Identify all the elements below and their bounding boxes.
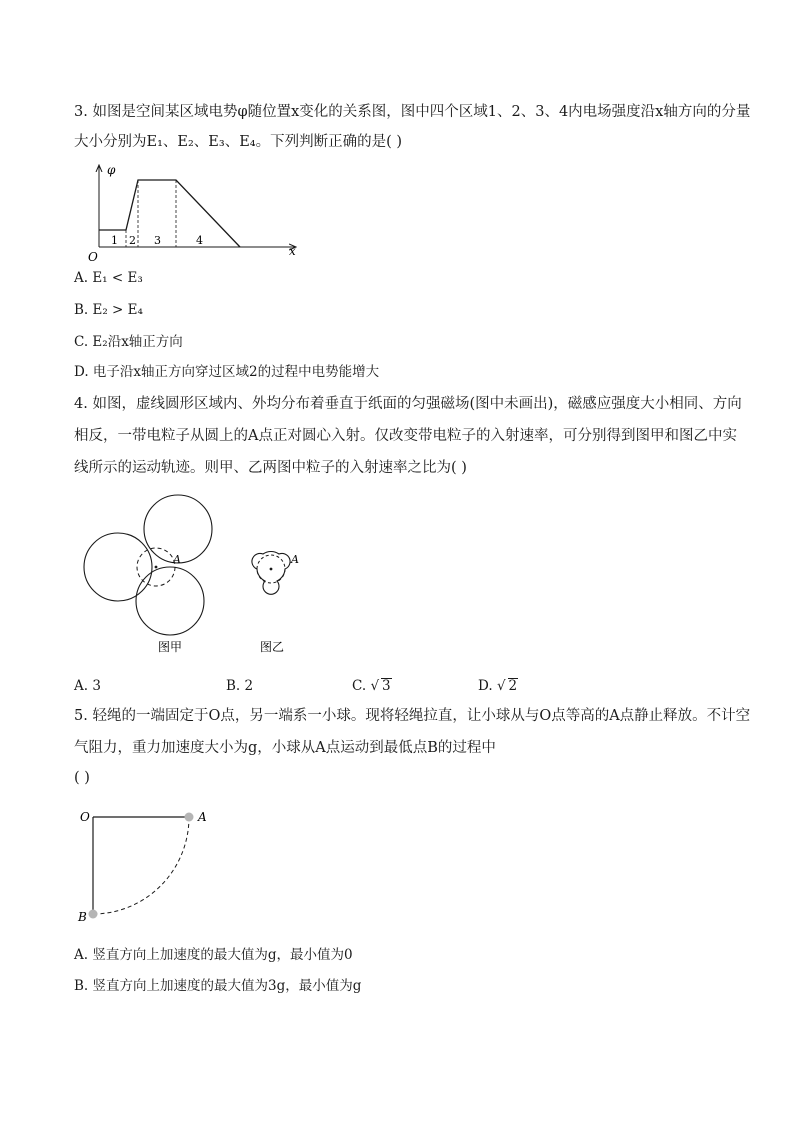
- q4-option-c-prefix: C.: [352, 678, 367, 694]
- q3-option-a: A. E₁ < E₃: [74, 270, 143, 286]
- q4-option-c-radicand: 3: [382, 678, 391, 694]
- q4-option-d-radicand: 2: [508, 678, 518, 694]
- q4-option-a: A. 3: [74, 678, 101, 694]
- q4-stem-line-2: 相反，一带电粒子从圆上的A点正对圆心入射。仅改变带电粒子的入射速率，可分别得到图甲和图乙中实: [74, 428, 737, 444]
- q5-stem-line-3: ( ): [74, 770, 90, 786]
- q4-jia-trajectory-bottom: [136, 567, 204, 635]
- q4-jia-label-a: A: [173, 553, 181, 566]
- q3-x-label: x: [289, 244, 296, 258]
- q3-potential-graph: [80, 160, 310, 264]
- q4-option-c: [352, 676, 392, 696]
- q5-label-b: B: [78, 910, 87, 924]
- q5-label-o: O: [80, 810, 90, 824]
- q5-option-b: B. 竖直方向上加速度的最大值为3g，最小值为g: [74, 978, 362, 994]
- q4-jia-center-dot: [155, 566, 158, 569]
- q5-stem-line-2: 气阻力，重力加速度大小为g，小球从A点运动到最低点B的过程中: [74, 740, 496, 756]
- q4-yi-center-dot: [270, 568, 273, 571]
- q3-option-c: C. E₂沿x轴正方向: [74, 334, 183, 350]
- q3-region-2-label: 2: [129, 234, 136, 247]
- q3-option-d: D. 电子沿x轴正方向穿过区域2的过程中电势能增大: [74, 364, 380, 380]
- q4-option-b: B. 2: [226, 678, 254, 694]
- q4-caption-jia: 图甲: [158, 640, 183, 654]
- q4-trajectory-figures: [76, 488, 316, 663]
- q3-stem-line-1: 3. 如图是空间某区域电势φ随位置x变化的关系图，图中四个区域1、2、3、4内电场强度沿x轴方向的分量: [74, 104, 751, 120]
- q4-option-d-prefix: D.: [478, 678, 493, 694]
- q3-region-3-label: 3: [154, 234, 161, 247]
- q3-stem-line-2: 大小分别为E₁、E₂、E₃、E₄。下列判断正确的是( ): [74, 134, 403, 150]
- q4-stem-line-3: 线所示的运动轨迹。则甲、乙两图中粒子的入射速率之比为( ): [74, 460, 467, 476]
- q5-label-a: A: [198, 810, 207, 824]
- q3-region-1-label: 1: [111, 234, 118, 247]
- q3-region-4-label: 4: [196, 234, 203, 247]
- q3-origin-label: O: [88, 250, 98, 264]
- q5-ball-at-b: [89, 910, 98, 919]
- sqrt-icon: √: [370, 678, 380, 694]
- q4-yi-trajectory: [252, 551, 290, 594]
- q5-ball-path: [93, 817, 189, 914]
- q5-stem-line-1: 5. 轻绳的一端固定于O点，另一端系一小球。现将轻绳拉直，让小球从与O点等高的A点静止释放。不计空: [74, 708, 751, 724]
- q4-option-d: [478, 676, 518, 696]
- sqrt-icon: √: [496, 678, 506, 694]
- q4-caption-yi: 图乙: [260, 640, 285, 654]
- q4-jia-trajectory-left: [84, 533, 152, 601]
- q5-option-a: A. 竖直方向上加速度的最大值为g，最小值为0: [74, 947, 353, 963]
- q3-y-label: φ: [107, 163, 116, 177]
- q3-option-b: B. E₂ > E₄: [74, 302, 143, 318]
- q4-stem-line-1: 4. 如图，虚线圆形区域内、外均分布着垂直于纸面的匀强磁场(图中未画出)，磁感应强度大小相同、方向: [74, 396, 742, 412]
- q5-pendulum-figure: [74, 805, 224, 930]
- q5-ball-at-a: [185, 813, 194, 822]
- q3-potential-curve: [99, 180, 240, 247]
- q4-yi-label-a: A: [291, 553, 299, 566]
